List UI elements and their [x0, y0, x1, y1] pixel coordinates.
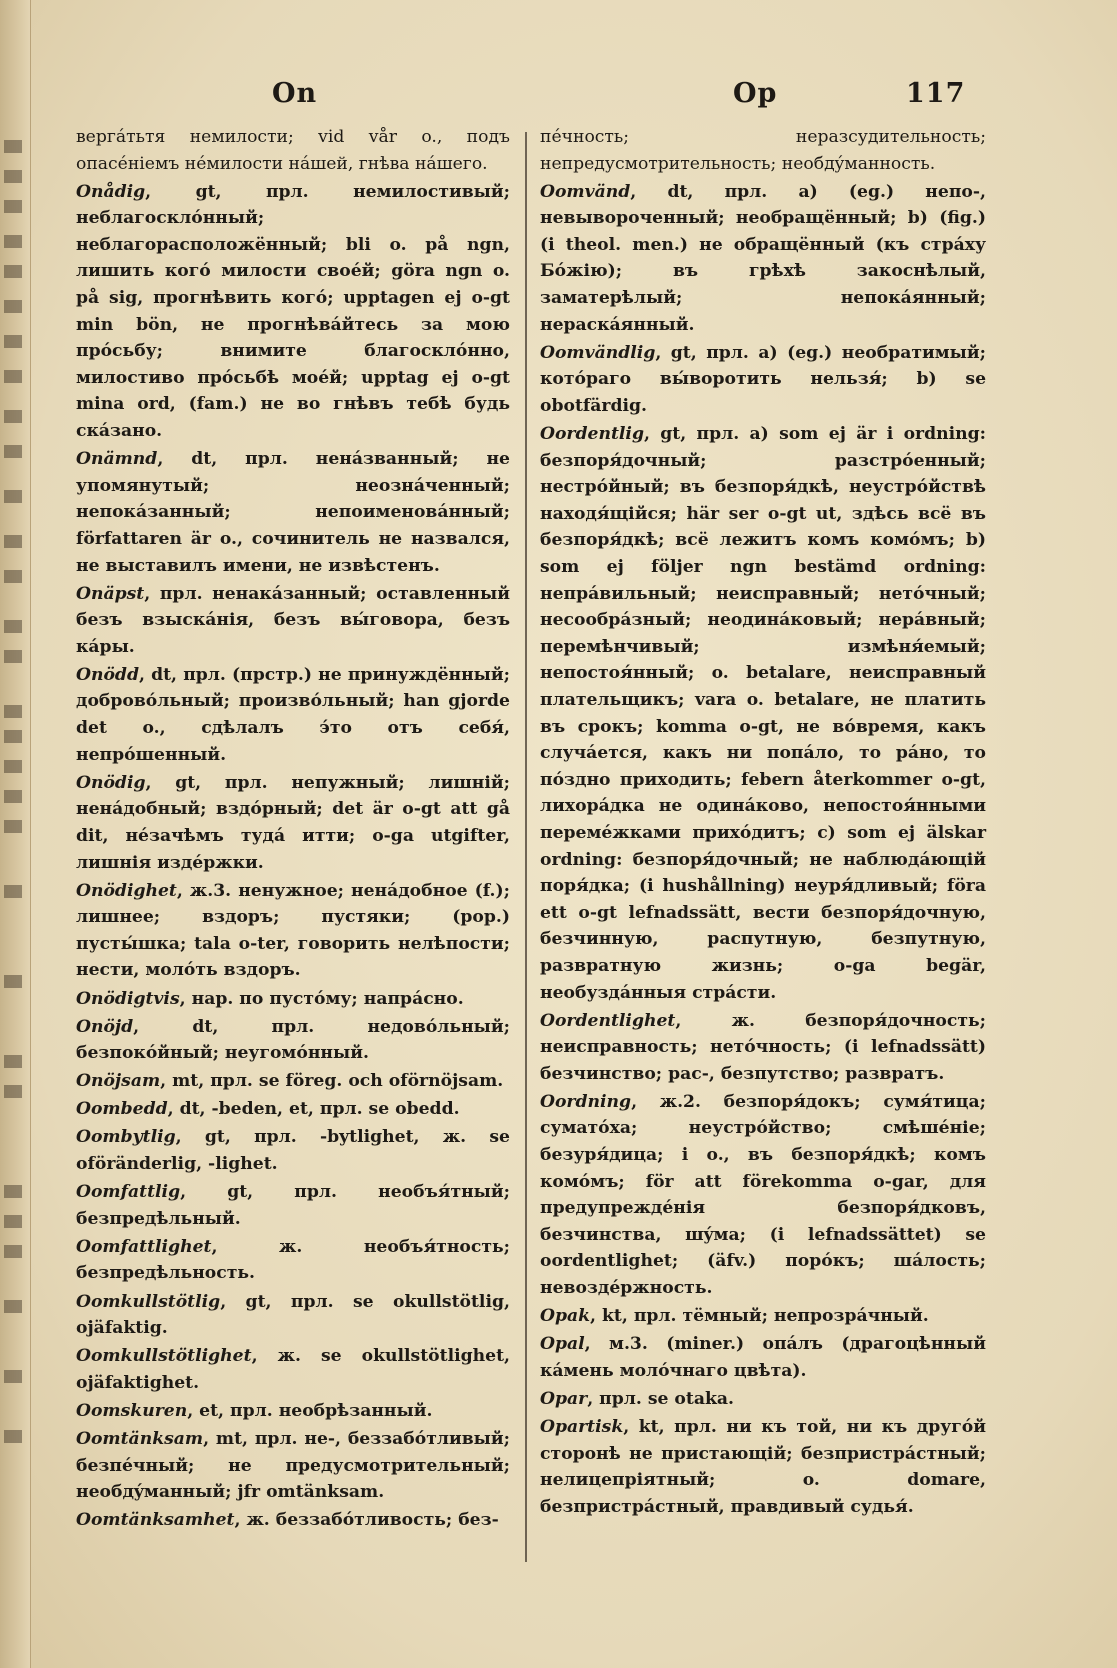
- dictionary-entry: [76, 878, 510, 984]
- dictionary-entry: [76, 1507, 510, 1534]
- dictionary-entry: [76, 1068, 510, 1095]
- headword: Opar: [540, 1388, 588, 1409]
- headword: Oomtänksamhet: [76, 1510, 235, 1531]
- headword: Onödd: [76, 664, 139, 685]
- headword: Onöjsam: [76, 1071, 161, 1092]
- definition: , gt, прл. a) (eg.) необратимый; котóраго вы́воротить нельзя́; b) se obotfärdig.: [540, 342, 986, 416]
- headword: Oordentlighet: [540, 1010, 676, 1031]
- dictionary-entry: [76, 770, 510, 876]
- definition: , м.3. (miner.) опáлъ (драгоцѣнный кáмень молóчнаго цвѣта).: [540, 1334, 986, 1381]
- headword: Onäpst: [76, 583, 145, 604]
- headword: Oomvänd: [540, 181, 631, 202]
- definition: , dt, -beden, et, прл. se obedd.: [167, 1099, 460, 1120]
- definition: , dt, прл. a) (eg.) непо-, невывороченный; необращённый; b) (fig.) (i theol. men.) не обращённый (къ стрáху Бóжію); въ грѣхѣ закоснѣлый, заматерѣлый; непокáянный; нераскáянный.: [540, 181, 986, 335]
- dictionary-entry: [76, 1343, 510, 1396]
- dictionary-entry: пéчность; неразсудительность; непредусмотрительность; необдýманность.: [540, 127, 986, 174]
- right-column: [540, 124, 986, 1522]
- dictionary-entry: вергáтьтя немилости; vid vår o., подъ опасéніемъ нéмилости нáшей, гнѣва нáшего.: [76, 127, 510, 174]
- dictionary-entry: [540, 1008, 986, 1088]
- definition: , прл. se otaka.: [587, 1388, 735, 1409]
- column-divider: [525, 132, 527, 1562]
- facing-page-edge: [0, 0, 31, 1668]
- headword: Oomfattlig: [76, 1182, 181, 1203]
- definition: , gt, прл. необъя́тный; безпредѣльный.: [76, 1182, 510, 1229]
- dictionary-entry: [76, 1096, 510, 1123]
- definition: , gt, прл. -bytlighet, ж. se oföränderlig, -lighet.: [76, 1127, 510, 1175]
- dictionary-entry: [540, 1331, 986, 1384]
- header-left-letters: On: [272, 78, 318, 109]
- headword: Onödigtvis: [76, 988, 180, 1009]
- headword: Oombytlig: [76, 1127, 176, 1148]
- headword: Oombedd: [76, 1099, 168, 1120]
- headword: Oomkullstötlig: [76, 1291, 221, 1312]
- dictionary-entry: [76, 1426, 510, 1506]
- definition: , gt, прл. se okullstötlig, ojäfaktig.: [76, 1291, 510, 1339]
- headword: Oordning: [540, 1091, 632, 1112]
- dictionary-entry: [76, 581, 510, 661]
- dictionary-entry: [76, 662, 510, 768]
- definition: , нар. по пустóму; напрáсно.: [179, 988, 464, 1009]
- dictionary-entry: [540, 1089, 986, 1302]
- dictionary-entry: [76, 1179, 510, 1232]
- dictionary-entry: [76, 179, 510, 445]
- definition: , dt, прл. недовóльный; безпокóйный; неугомóнный.: [76, 1016, 510, 1064]
- definition: , dt, прл. (прстр.) не принуждённый; доброво́льный; произво́льный; han gjorde det o., сдѣлалъ э́то отъ себя́, непрóшенный.: [76, 664, 510, 765]
- header-right-letters: Op: [733, 78, 778, 109]
- definition: , mt, прл. не-, беззабóтливый; безпéчный; не предусмотрительный; необдýманный; jfr omtänksam.: [76, 1429, 510, 1503]
- definition: , kt, прл. ни къ той, ни къ другóй сторонѣ не пристающій; безпристрáстный; нелицепріятный; o. domare, безпристрáстный, правдивый судья́.: [540, 1417, 986, 1517]
- definition: , dt, прл. ненáзванный; не упомянутый; неознáченный; непокáзанный; непоименовáнный; författaren är o., сочинитель не назвался, не выставилъ имени, не извѣстенъ.: [76, 449, 510, 576]
- headword: Opak: [540, 1306, 591, 1327]
- dictionary-entry: [76, 1289, 510, 1342]
- dictionary-entry: [76, 986, 510, 1013]
- headword: Opartisk: [540, 1417, 624, 1437]
- definition: , прл. ненакáзанный; оставленный безъ взыскáнія, безъ вы́говора, безъ кáры.: [76, 583, 510, 657]
- headword: Oomtänksam: [76, 1429, 204, 1449]
- headword: Onödig: [76, 772, 146, 793]
- definition: , gt, прл. a) som ej är i ordning: безпоря́дочный; разстрóенный; нестрóйный; въ безпоря́дкѣ, неустрóйствѣ находя́щійся; här ser o-gt ut, здѣсь всё въ безпоря́дкѣ; всё лежитъ комъ комóмъ; b) som ej följer ngn bestämd ordning: непрáвильный; неисправный; нетóчный; несообрáзный; неодинáковый; нерáвный; перемѣнчивый; измѣня́емый; непостоя́нный; o. betalare, неисправный плательщикъ; vara o. betalare, не платить въ срокъ; komma o-gt, не вóвремя, какъ случáется, какъ ни попáло, то рáно, то пóздно приходить; febern återkommer o-gt, лихорáдка не одинáково, непостоя́нными перемéжками прихóдитъ; c) som ej älskar ordning: безпоря́дочный; не наблюдáющій поря́дка; (i hushållning) неуря́дливый; föra ett o-gt lefnadssätt, вести безпоря́дочную, безчинную, распутную, безпутную, развратную жизнь; o-ga begär, необуздáнныя стрáсти.: [540, 424, 986, 1003]
- dictionary-entry: [540, 421, 986, 1006]
- headword: Onöjd: [76, 1016, 134, 1037]
- left-column: [76, 124, 510, 1535]
- dictionary-entry: [540, 1303, 986, 1330]
- dictionary-entry: [540, 1414, 986, 1520]
- definition: , kt, прл. тёмный; непрозрáчный.: [590, 1306, 929, 1327]
- dictionary-entry: [76, 1014, 510, 1067]
- definition: , ж. необъя́тность; безпредѣльность.: [76, 1236, 510, 1284]
- dictionary-entry: [76, 1398, 510, 1425]
- definition: , mt, прл. se föreg. och oförnöjsam.: [160, 1071, 504, 1092]
- definition: , et, прл. необрѣзанный.: [187, 1400, 433, 1421]
- definition: , gt, прл. непужный; лишній; ненáдобный; вздóрный; det är o-gt att gå dit, нéзачѣмъ тудá итти; o-ga utgifter, лишнія издéржки.: [76, 772, 510, 873]
- headword: Oomfattlighet: [76, 1236, 212, 1257]
- dictionary-entry: [76, 446, 510, 579]
- definition: , ж. se okullstötlighet, ojäfaktighet.: [76, 1346, 510, 1393]
- definition: , gt, прл. немилостивый; неблагосклóнный; неблагорасположённый; bli o. på ngn, лишить когó милости своéй; göra ngn o. på sig, прогнѣвить когó; upptagen ej o-gt min bön, не прогнѣвáйтесь за мою прóсьбу; внимите благосклóнно, милостиво прóсьбѣ моéй; upptag ej o-gt mina ord, (fam.) не во гнѣвъ тебѣ будь скáзано.: [76, 181, 510, 442]
- definition: , ж.2. безпоря́докъ; сумя́тица; суматóха; неустрóйство; смѣшéніе; безуря́дица; i o., въ безпоря́дкѣ; комъ комóмъ; för att förekomma o-gar, для предупреждéнія безпоря́дковъ, безчинства, шýма; (i lefnadssättet) se oordentlighet; (äfv.) порóкъ; шáлость; невоздéржность.: [540, 1091, 986, 1299]
- dictionary-entry: [76, 1234, 510, 1287]
- headword: Opal: [540, 1334, 585, 1355]
- headword: Oomvändlig: [540, 342, 656, 363]
- dictionary-entry: [540, 340, 986, 420]
- headword: Oordentlig: [540, 424, 644, 445]
- headword: Oomkullstötlighet: [76, 1346, 252, 1367]
- page-number: 117: [906, 78, 966, 109]
- headword: Onämnd: [76, 449, 158, 470]
- definition: , ж. безпоря́дочность; неисправность; нетóчность; (i lefnadssätt) безчинство; рас-, безпутство; развратъ.: [540, 1010, 986, 1084]
- headword: Oomskuren: [76, 1400, 188, 1421]
- definition: , ж.3. ненужное; ненáдобное (f.); лишнее; вздоръ; пустяки; (pop.) пусты́шка; tala o-ter, говорить нелѣпости; нести, молóть вздоръ.: [76, 880, 510, 981]
- definition: , ж. беззабóтливость; без-: [234, 1510, 499, 1531]
- dictionary-entry: [76, 1124, 510, 1177]
- headword: Onödighet: [76, 880, 177, 901]
- dictionary-entry: [540, 1386, 986, 1413]
- dictionary-entry: [540, 179, 986, 339]
- headword: Onådig: [76, 181, 146, 202]
